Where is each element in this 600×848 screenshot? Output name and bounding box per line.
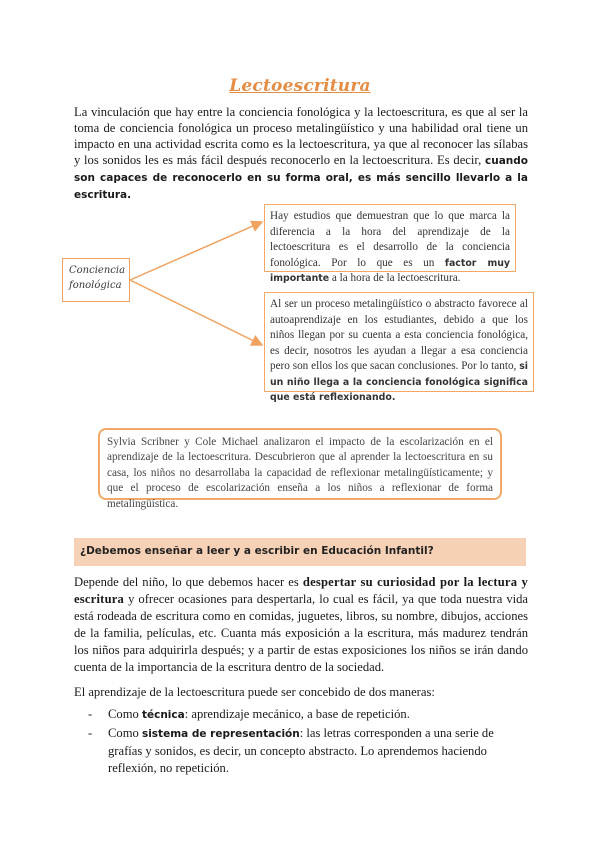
info-box-metalinguistic (264, 292, 534, 403)
section-question: ¿Debemos enseñar a leer y a escribir en Educación Infantil? (74, 538, 526, 566)
intro-paragraph (74, 104, 528, 203)
list-dash: - (88, 726, 93, 740)
info-box-studies (264, 204, 516, 284)
answer-text-start: Depende del niño, lo que debemos hacer es (74, 575, 303, 589)
list-dash: - (88, 707, 93, 721)
answer-text-end: y ofrecer ocasiones para despertarla, lo cual es fácil, ya que toda nuestra vida está rodeada de escritura como en comidas, juguetes, libros, su nombre, dibujos, acciones de la familia, películas, etc. Cuanta más exposición a la escritura, más madurez tendrán los niños para adquirirla después; y a partir de estas exposiciones los niños se irán dando cuenta de la importancia de la escritura dentro de la sociedad. (74, 592, 528, 674)
box2-text: Al ser un proceso metalingüístico o abstracto favorece al autoaprendizaje en los estudiantes, debido a que los niños llegan por su cuenta a esta conciencia fonológica, es decir, nosotros les ayudan a llegar a esa conciencia pero son ellos los que sacan conclusiones. Por lo tanto, (270, 298, 528, 372)
quote-box: Sylvia Scribner y Cole Michael analizaron el impacto de la escolarización en el aprendizaje de la lectoescritura. Descubrieron que al aprender la lectoescritura en su casa, los niños no desarrollaba la capacidad de reflexionar metalingüísticamente; y que el proceso de escolarización enseña a los niños a reflexionar de forma metalingüística. (98, 428, 502, 500)
page-title: Lectoescritura (229, 76, 371, 96)
ways-list (88, 706, 508, 778)
list-item-term: técnica (141, 709, 185, 721)
ways-intro: El aprendizaje de la lectoescritura puede ser concebido de dos maneras: (74, 685, 435, 699)
list-item (88, 706, 508, 724)
concept-label-box: Conciencia fonológica (62, 258, 130, 302)
box1-highlight: factor muy importante (270, 257, 510, 284)
answer-paragraph (74, 574, 528, 676)
list-item-desc: : las letras corresponden a una serie de grafías y sonidos, es decir, un concepto abstracto. Lo aprendemos haciendo reflexión, no repetición. (108, 726, 494, 775)
box1-text-end: a la hora de la lectoescritura. (329, 272, 461, 284)
intro-text: La vinculación que hay entre la conciencia fonológica y la lectoescritura, es que al ser la toma de conciencia fonológica un proceso metalingüístico y una habilidad oral tiene un impacto en una actividad escrita como es la lectoescritura, ya que al reconocer las sílabas y los sonidos les es más fácil después reconocerlo en la lectoescritura. Es decir, (74, 105, 528, 167)
list-item (88, 725, 508, 777)
box2-highlight: si un niño llega a la conciencia fonológica significa que está reflexionando. (270, 361, 528, 403)
arrow-to-box2 (130, 280, 262, 345)
answer-highlight: despertar su curiosidad por la lectura y escritura (74, 575, 529, 606)
list-item-desc: : aprendizaje mecánico, a base de repetición. (184, 707, 410, 721)
list-item-prefix: Como (108, 707, 142, 721)
arrow-to-box1 (130, 222, 262, 280)
intro-highlight: cuando son capaces de reconocerlo en su forma oral, es más sencillo llevarlo a la escritura. (74, 155, 528, 201)
list-item-term: sistema de representación (141, 728, 300, 740)
list-item-prefix: Como (108, 726, 142, 740)
box1-text: Hay estudios que demuestran que lo que marca la diferencia a la hora del aprendizaje de la lectoescritura es el desarrollo de la conciencia fonológica. Por lo que es un (270, 210, 510, 269)
